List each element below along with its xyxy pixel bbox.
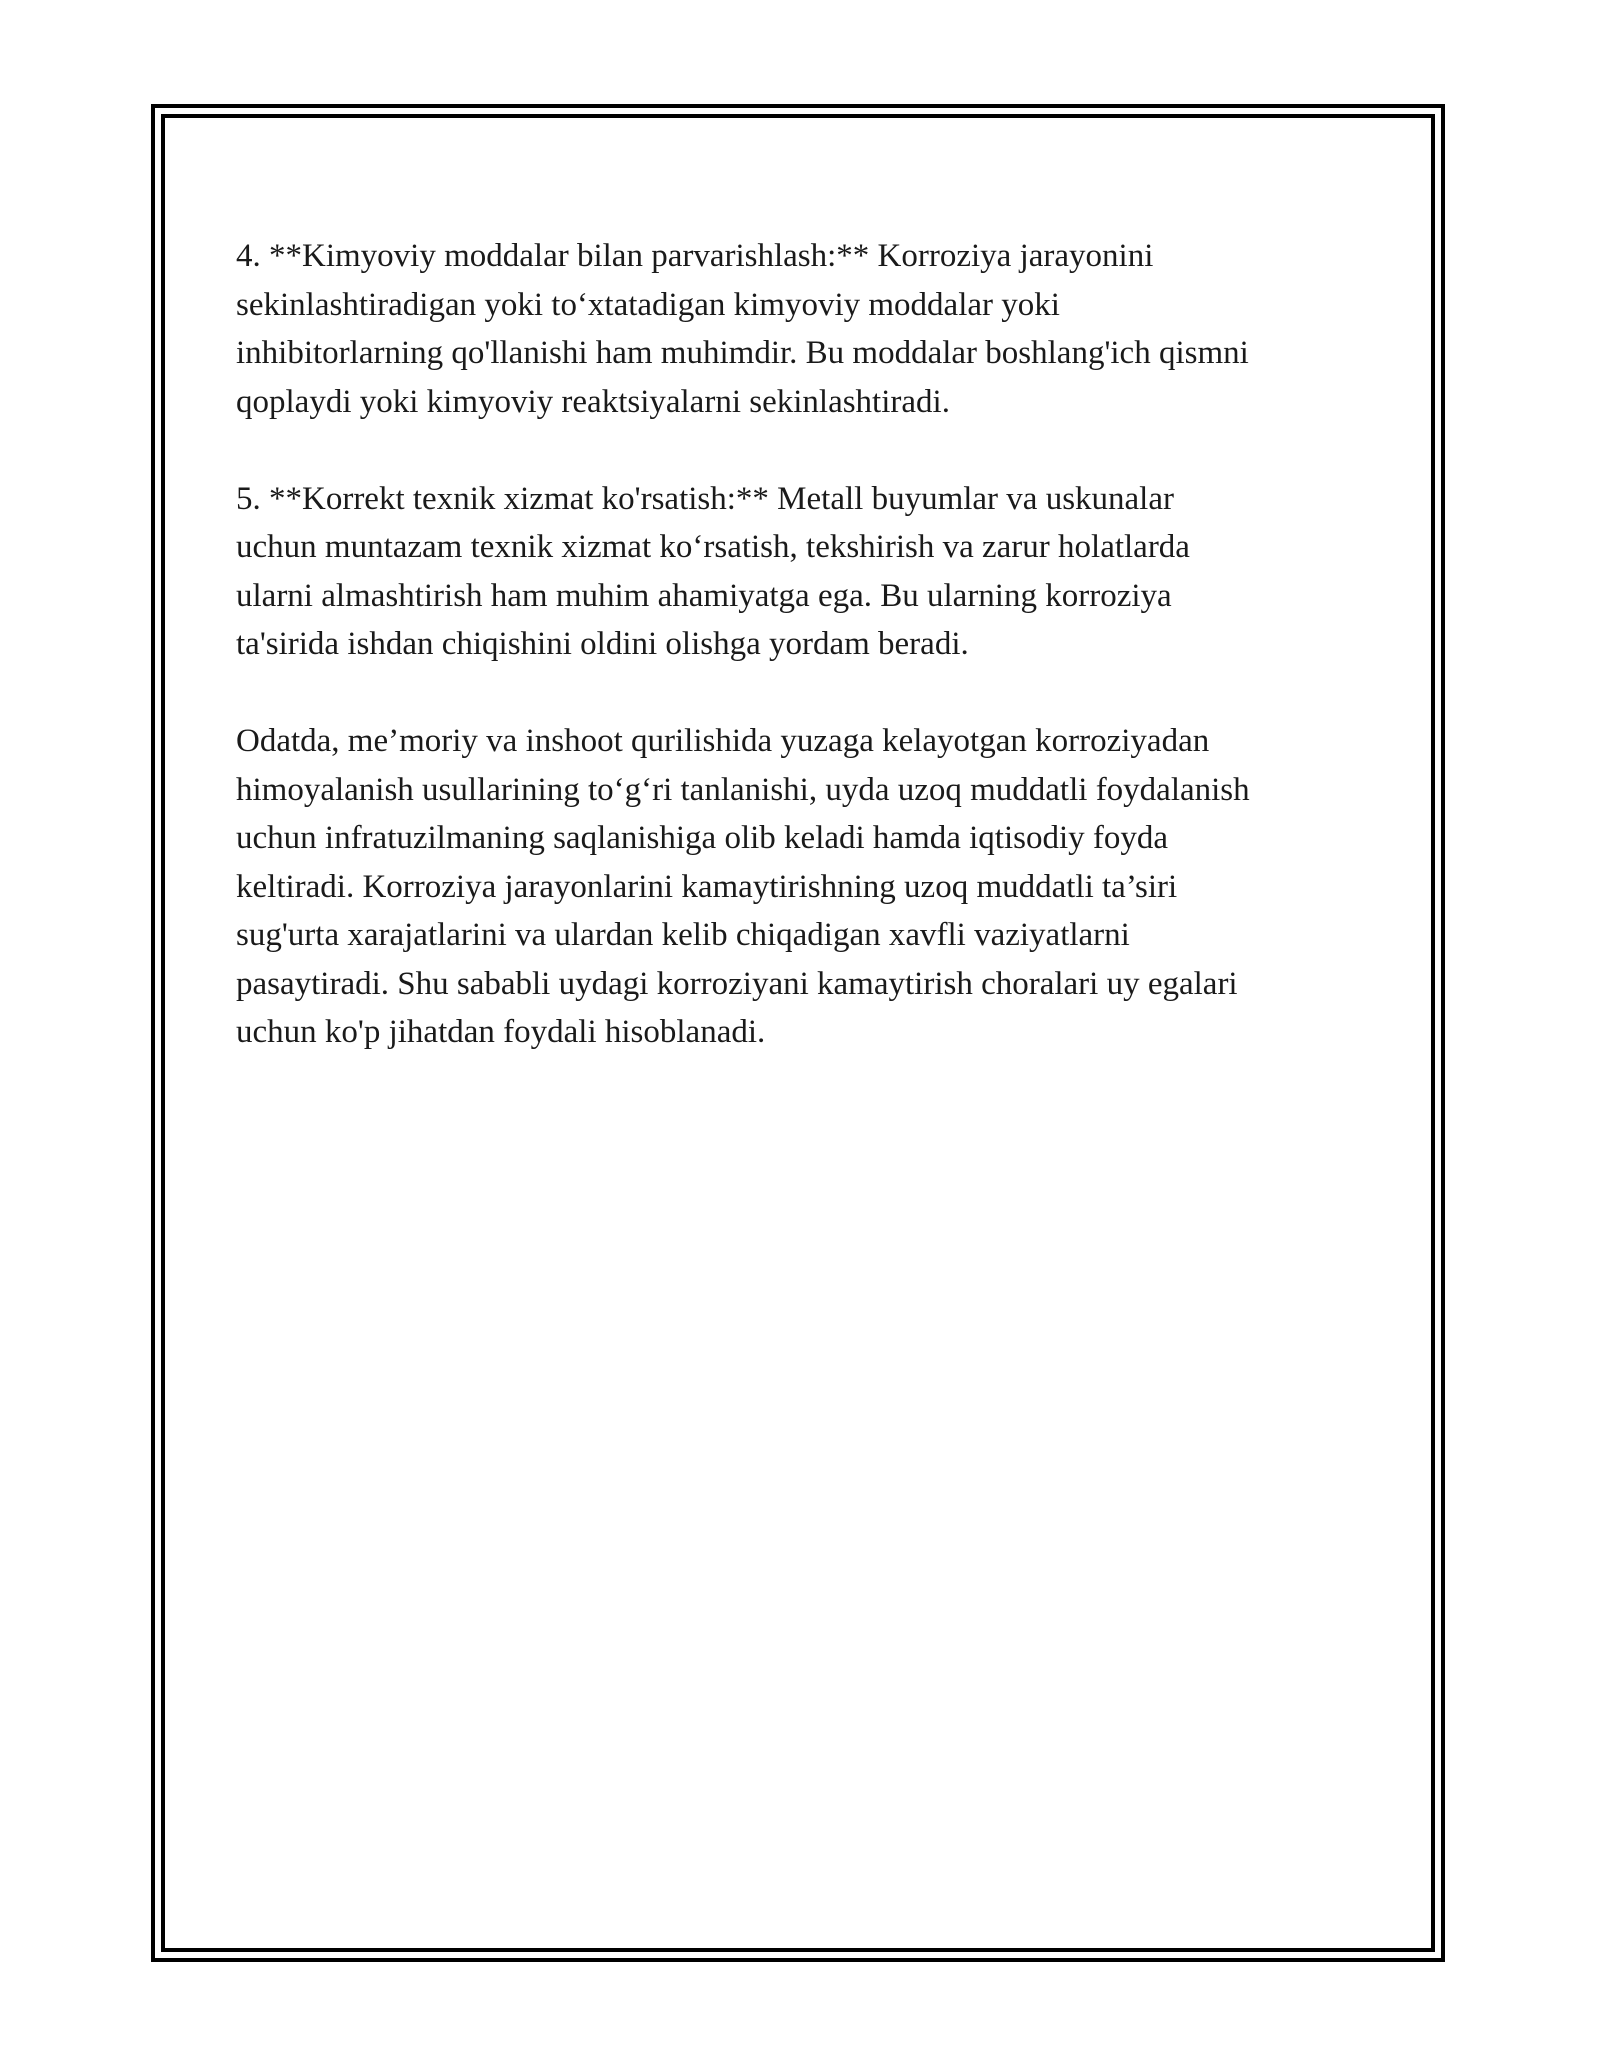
text-line: uchun infratuzilmaning saqlanishiga olib keladi hamda iqtisodiy foyda <box>236 820 1169 856</box>
text-line: ularni almashtirish ham muhim ahamiyatga ega. Bu ularning korroziya <box>236 577 1172 614</box>
text-line: himoyalanish usullarining to‘g‘ri tanlanishi, uyda uzoq muddatli foydalanish <box>236 771 1250 808</box>
text-line: uchun muntazam texnik xizmat ko‘rsatish, tekshirish va zarur holatlarda <box>236 529 1190 565</box>
text-line: 4. **Kimyoviy moddalar bilan parvarishlash:** Korroziya jarayonini <box>236 238 1154 274</box>
text-line: inhibitorlarning qo'llanishi ham muhimdir. Bu moddalar boshlang'ich qismni <box>236 335 1249 371</box>
text-line: sug'urta xarajatlarini va ulardan kelib chiqadigan xavfli vaziyatlarni <box>236 917 1130 953</box>
text-line: keltiradi. Korroziya jarayonlarini kamaytirishning uzoq muddatli ta’siri <box>236 868 1178 905</box>
text-line: Odatda, me’moriy va inshoot qurilishida yuzaga kelayotgan korroziyadan <box>236 723 1210 759</box>
text-line: qoplaydi yoki kimyoviy reaktsiyalarni sekinlashtiradi. <box>236 383 950 420</box>
text-line: pasaytiradi. Shu sababli uydagi korroziyani kamaytirish choralari uy egalari <box>236 965 1238 1002</box>
paragraph-conclusion <box>236 717 1386 1057</box>
text-line: sekinlashtiradigan yoki to‘xtatadigan kimyoviy moddalar yoki <box>236 286 1060 323</box>
text-line: uchun ko'p jihatdan foydali hisoblanadi. <box>236 1014 766 1050</box>
text-line: 5. **Korrekt texnik xizmat ko'rsatish:** Metall buyumlar va uskunalar <box>236 480 1174 517</box>
text-line: ta'sirida ishdan chiqishini oldini olishga yordam beradi. <box>236 626 969 662</box>
document-body <box>236 232 1386 1057</box>
paragraph-chemical-treatment <box>236 232 1386 426</box>
paragraph-maintenance <box>236 475 1386 669</box>
